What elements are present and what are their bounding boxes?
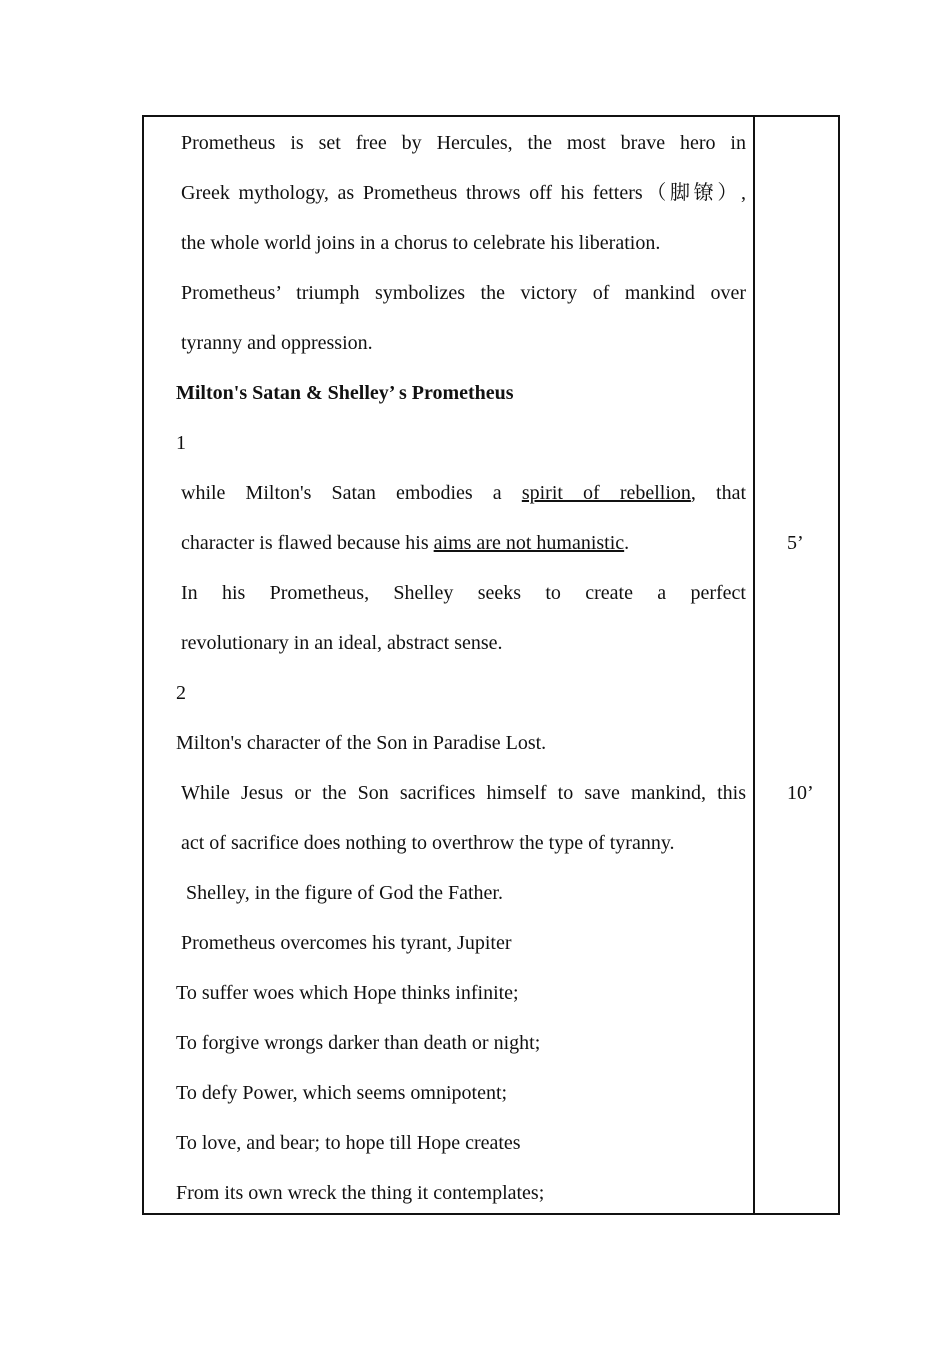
text-line: In his Prometheus, Shelley seeks to create a perfect	[181, 582, 746, 604]
point-number: 1	[176, 432, 186, 454]
text-line: tyranny and oppression.	[181, 332, 373, 354]
text-line: Greek mythology, as Prometheus throws off his fetters（脚镣）,	[181, 182, 746, 204]
poem-line: To love, and bear; to hope till Hope creates	[176, 1132, 521, 1154]
column-divider	[753, 115, 755, 1215]
poem-line: To defy Power, which seems omnipotent;	[176, 1082, 508, 1104]
section-heading: Milton's Satan & Shelley’ s Prometheus	[176, 382, 514, 404]
underlined-phrase: aims are not humanistic	[433, 532, 625, 554]
poem-line: To forgive wrongs darker than death or night;	[176, 1032, 541, 1054]
text-line: revolutionary in an ideal, abstract sense.	[181, 632, 503, 654]
text-line: the whole world joins in a chorus to celebrate his liberation.	[181, 232, 661, 254]
time-mark: 5’	[787, 532, 804, 554]
text-line: act of sacrifice does nothing to overthrow the type of tyranny.	[181, 832, 675, 854]
text-line: While Jesus or the Son sacrifices himself to save mankind, this	[181, 782, 746, 804]
text-line: Milton's character of the Son in Paradise Lost.	[176, 732, 547, 754]
time-mark: 10’	[787, 782, 814, 804]
underlined-phrase: spirit of rebellion	[521, 482, 691, 504]
text-line: Prometheus is set free by Hercules, the most brave hero in	[181, 132, 746, 154]
text-line: character is flawed because his aims are not humanistic.	[181, 532, 630, 554]
poem-line: To suffer woes which Hope thinks infinite;	[176, 982, 519, 1004]
point-number: 2	[176, 682, 186, 704]
text-line: Prometheus’ triumph symbolizes the victory of mankind over	[181, 282, 746, 304]
text-line: while Milton's Satan embodies a spirit of rebellion, that	[181, 482, 747, 504]
poem-line: From its own wreck the thing it contemplates;	[176, 1182, 545, 1204]
text-line: Shelley, in the figure of God the Father.	[186, 882, 503, 904]
text-line: Prometheus overcomes his tyrant, Jupiter	[181, 932, 512, 954]
